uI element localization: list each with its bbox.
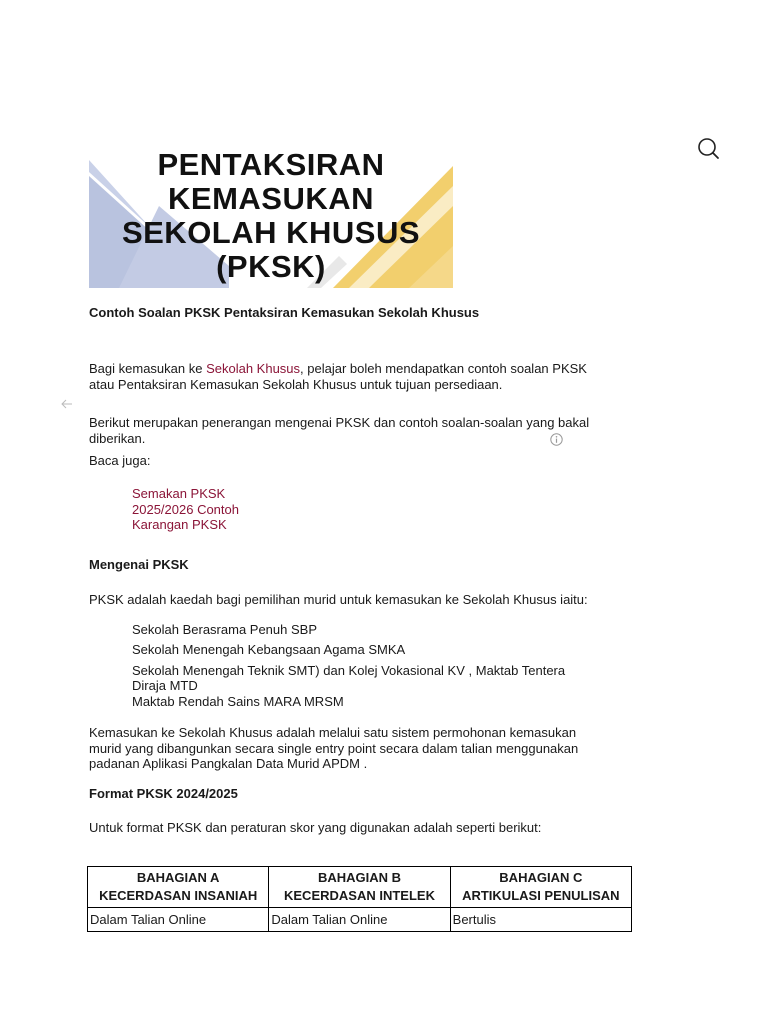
school-list-item: Maktab Rendah Sains MARA MRSM [132,694,344,709]
header-line: BAHAGIAN C [499,870,583,885]
banner-title [89,148,453,284]
table-row [88,908,632,932]
school-list-item: Sekolah Menengah Teknik SMT) dan Kolej Vokasional KV , Maktab Tentera [132,663,566,678]
description-text: Berikut merupakan penerangan mengenai PKSK dan contoh soalan-soalan yang bakal [89,415,590,430]
kemasukan-text: Kemasukan ke Sekolah Khusus adalah melalui satu sistem permohonan kemasukan [89,725,577,740]
header-line: KECERDASAN INTELEK [284,888,435,903]
mengenai-paragraph: PKSK adalah kaedah bagi pemilihan murid untuk kemasukan ke Sekolah Khusus iaitu: [89,592,588,607]
banner-title-line: SEKOLAH KHUSUS [121,215,421,250]
table-cell: Dalam Talian Online [88,908,269,932]
description-paragraph [89,415,589,446]
table-header-row [88,867,632,908]
pksk-banner-image [89,146,453,288]
banner-title-line: (PKSK) [216,249,326,284]
sekolah-khusus-link[interactable]: Sekolah Khusus [206,361,301,376]
header-line: ARTIKULASI PENULISAN [462,888,620,903]
related-link-semakan[interactable]: Semakan PKSK [132,486,226,501]
intro-text: Bagi kemasukan ke [89,361,207,376]
intro-text: atau Pentaksiran Kemasukan Sekolah Khusus untuk tujuan persediaan. [89,376,503,392]
banner-title-line: PENTAKSIRAN [157,147,385,182]
table-header-cell [88,867,269,908]
related-link-contoh[interactable]: 2025/2026 Contoh [132,502,239,517]
kemasukan-text: murid yang dibangunkan secara single entry point secara dalam talian menggunakan [89,740,579,756]
heading-mengenai-pksk: Mengenai PKSK [89,557,189,572]
kemasukan-paragraph [89,725,578,772]
arrow-left-icon[interactable] [61,396,73,406]
table-cell: Bertulis [450,908,631,932]
intro-paragraph [89,361,587,392]
banner-title-line: KEMASUKAN [168,181,374,216]
header-line: KECERDASAN INSANIAH [99,888,258,903]
table-header-cell [450,867,631,908]
search-icon[interactable] [697,137,721,161]
header-line: BAHAGIAN B [317,870,402,885]
heading-format-pksk: Format PKSK 2024/2025 [89,786,238,801]
table-cell: Dalam Talian Online [269,908,450,932]
school-list-item-continued: Diraja MTD [132,678,198,693]
table-header-cell [269,867,450,908]
baca-juga-label: Baca juga: [89,453,151,468]
kemasukan-text: padanan Aplikasi Pangkalan Data Murid APDM . [89,756,368,771]
info-icon[interactable] [550,433,563,446]
description-text: diberikan. [89,430,146,446]
header-line: BAHAGIAN A [136,870,220,885]
format-paragraph: Untuk format PKSK dan peraturan skor yang digunakan adalah seperti berikut: [89,820,542,835]
intro-text: , pelajar boleh mendapatkan contoh soalan PKSK [300,361,587,376]
format-table [87,866,632,932]
school-list-item: Sekolah Berasrama Penuh SBP [132,622,317,637]
related-link-karangan[interactable]: Karangan PKSK [132,517,227,532]
school-list-item: Sekolah Menengah Kebangsaan Agama SMKA [132,642,406,657]
article-title: Contoh Soalan PKSK Pentaksiran Kemasukan Sekolah Khusus [89,305,480,320]
